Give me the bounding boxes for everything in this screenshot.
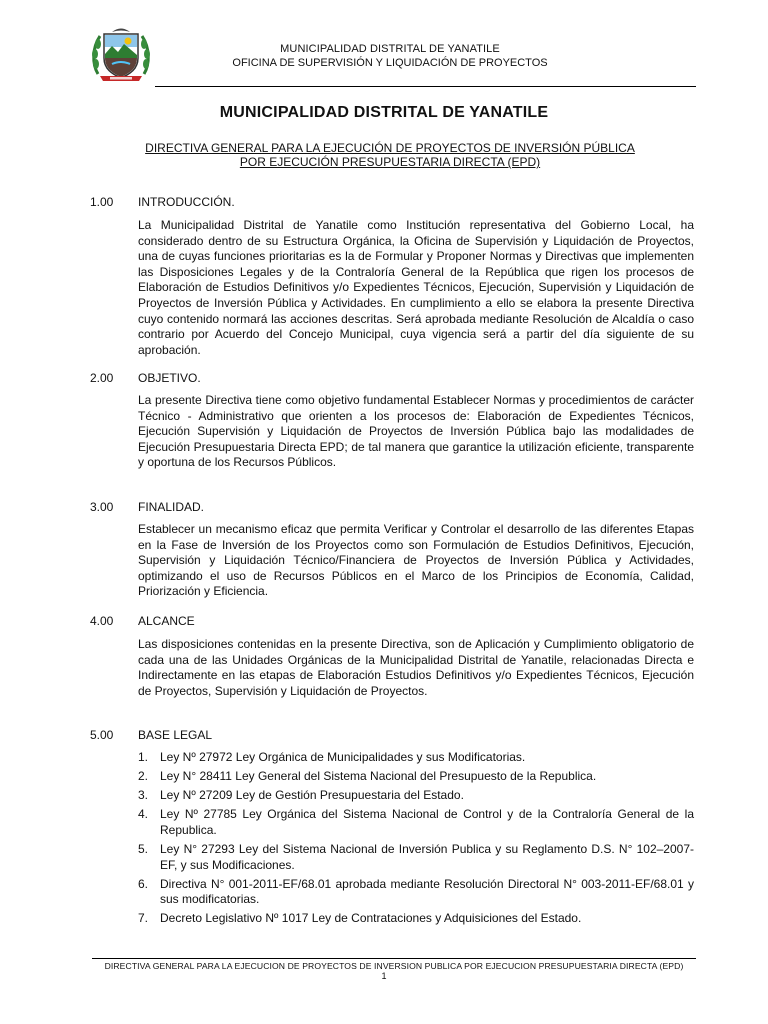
section-heading-finalidad: FINALIDAD. (138, 500, 205, 514)
section-number: 4.00 (90, 614, 114, 628)
section-body-finalidad: Establecer un mecanismo eficaz que permita Verificar y Controlar el desarrollo de las diferentes Etapas en la Fase de Inversión de los Proyectos como son Formulación de Estudios Definitivos, Ejecución, Supervisión y Liquidación Técnico/Financiera de Proyectos de Inversión Pública y Actividades, optimizando el uso de Recursos Públicos en el Marco de los Principios de Economía, Calidad, Priorización y Eficiencia. (138, 522, 694, 599)
list-item (138, 788, 694, 804)
list-item-text: Ley N° 27293 Ley del Sistema Nacional de Inversión Publica y su Reglamento D.S. N° 102–2007-EF, y sus Modificaciones. (160, 841, 694, 872)
section-body-objetivo: La presente Directiva tiene como objetivo fundamental Establecer Normas y procedimientos de carácter Técnico - Administrativo que orienten a los procesos de: Elaboración de Expedientes Técnicos, Ejecución Supervisión y Liquidación de Proyectos de Inversión Pública bajo las modalidades de Ejecución Presupuestaria Directa EPD; de tal manera que garantice la utilización eficiente, transparente y oportuna de los Recursos Públicos. (138, 393, 694, 470)
header-office: OFICINA DE SUPERVISIÓN Y LIQUIDACIÓN DE PROYECTOS (232, 57, 548, 69)
document-title: MUNICIPALIDAD DISTRITAL DE YANATILE (219, 104, 549, 121)
list-item-text: Directiva N° 001-2011-EF/68.01 aprobada mediante Resolución Directoral N° 003-2011-EF/68.01 y sus modificatorias. (160, 876, 694, 907)
section-number: 5.00 (90, 728, 114, 742)
section-number: 3.00 (90, 500, 114, 514)
list-item-number: 4. (138, 807, 149, 822)
footer-divider (92, 958, 696, 959)
list-item-number: 1. (138, 750, 149, 764)
section-number: 1.00 (90, 195, 114, 209)
list-item-number: 7. (138, 911, 149, 926)
list-item-number: 2. (138, 769, 149, 784)
list-item (138, 877, 694, 908)
section-body-alcance: Las disposiciones contenidas en la presente Directiva, son de Aplicación y Cumplimiento obligatorio de cada una de las Unidades Orgánicas de la Municipalidad Distrital de Yanatile, relacionadas Directa e Indirectamente en las etapas de Elaboración Estudios Definitivos y/o Expedientes Técnicos, Ejecución de Proyectos, Supervisión y Liquidación de Proyectos. (138, 637, 694, 698)
page-number: 1 (381, 971, 387, 981)
coat-of-arms-icon (90, 24, 152, 84)
list-item (138, 750, 694, 766)
list-item-text: Ley N° 28411 Ley General del Sistema Nacional del Presupuesto de la Republica. (160, 769, 597, 784)
header-divider (155, 86, 696, 87)
list-item-text: Ley Nº 27785 Ley Orgánica del Sistema Nacional de Control y de la Contraloría General de la Republica. (160, 807, 694, 837)
header-institution: MUNICIPALIDAD DISTRITAL DE YANATILE (280, 43, 500, 55)
list-item (138, 842, 694, 873)
document-subtitle-line2: POR EJECUCIÓN PRESUPUESTARIA DIRECTA (EPD) (239, 155, 541, 169)
section-heading-base-legal: BASE LEGAL (138, 728, 213, 742)
base-legal-list (138, 750, 694, 930)
footer-text: DIRECTIVA GENERAL PARA LA EJECUCION DE PROYECTOS DE INVERSION PUBLICA POR EJECUCION PRESUPUESTARIA DIRECTA (EPD) (104, 961, 684, 971)
list-item-text: Decreto Legislativo Nº 1017 Ley de Contrataciones y Adquisiciones del Estado. (160, 911, 582, 926)
list-item-number: 3. (138, 788, 149, 803)
list-item-text: Ley Nº 27209 Ley de Gestión Presupuestaria del Estado. (160, 788, 464, 803)
section-heading-introduccion: INTRODUCCIÓN. (138, 195, 235, 209)
list-item (138, 769, 694, 785)
list-item-text: Ley Nº 27972 Ley Orgánica de Municipalidades y sus Modificatorias. (160, 750, 526, 764)
section-heading-objetivo: OBJETIVO. (138, 371, 201, 385)
list-item (138, 911, 694, 927)
list-item-number: 5. (138, 841, 149, 856)
list-item-number: 6. (138, 876, 149, 891)
section-heading-alcance: ALCANCE (138, 614, 195, 628)
section-number: 2.00 (90, 371, 114, 385)
section-body-introduccion: La Municipalidad Distrital de Yanatile como Institución representativa del Gobierno Local, ha considerado dentro de su Estructura Orgánica, la Oficina de Supervisión y Liquidación de Proyectos, una de cuyas funciones prioritarias es la de Formular y Proponer Normas y Directivas que implementen las Disposiciones Legales y de la Contraloría General de la República que rigen los procesos de Elaboración de Estudios Definitivos y/o Expedientes Técnicos, Ejecución, Supervisión y Liquidación de Proyectos de Inversión Pública y Actividades. En cumplimiento a ello se elabora la presente Directiva cuyo contenido normará las acciones descritas. Será aprobada mediante Resolución de Alcaldía o caso contrario por Acuerdo del Concejo Municipal, cuya vigencia será a partir del día siguiente de su aprobación. (138, 218, 694, 357)
list-item (138, 807, 694, 838)
document-subtitle-line1: DIRECTIVA GENERAL PARA LA EJECUCIÓN DE PROYECTOS DE INVERSIÓN PÚBLICA (145, 141, 635, 155)
